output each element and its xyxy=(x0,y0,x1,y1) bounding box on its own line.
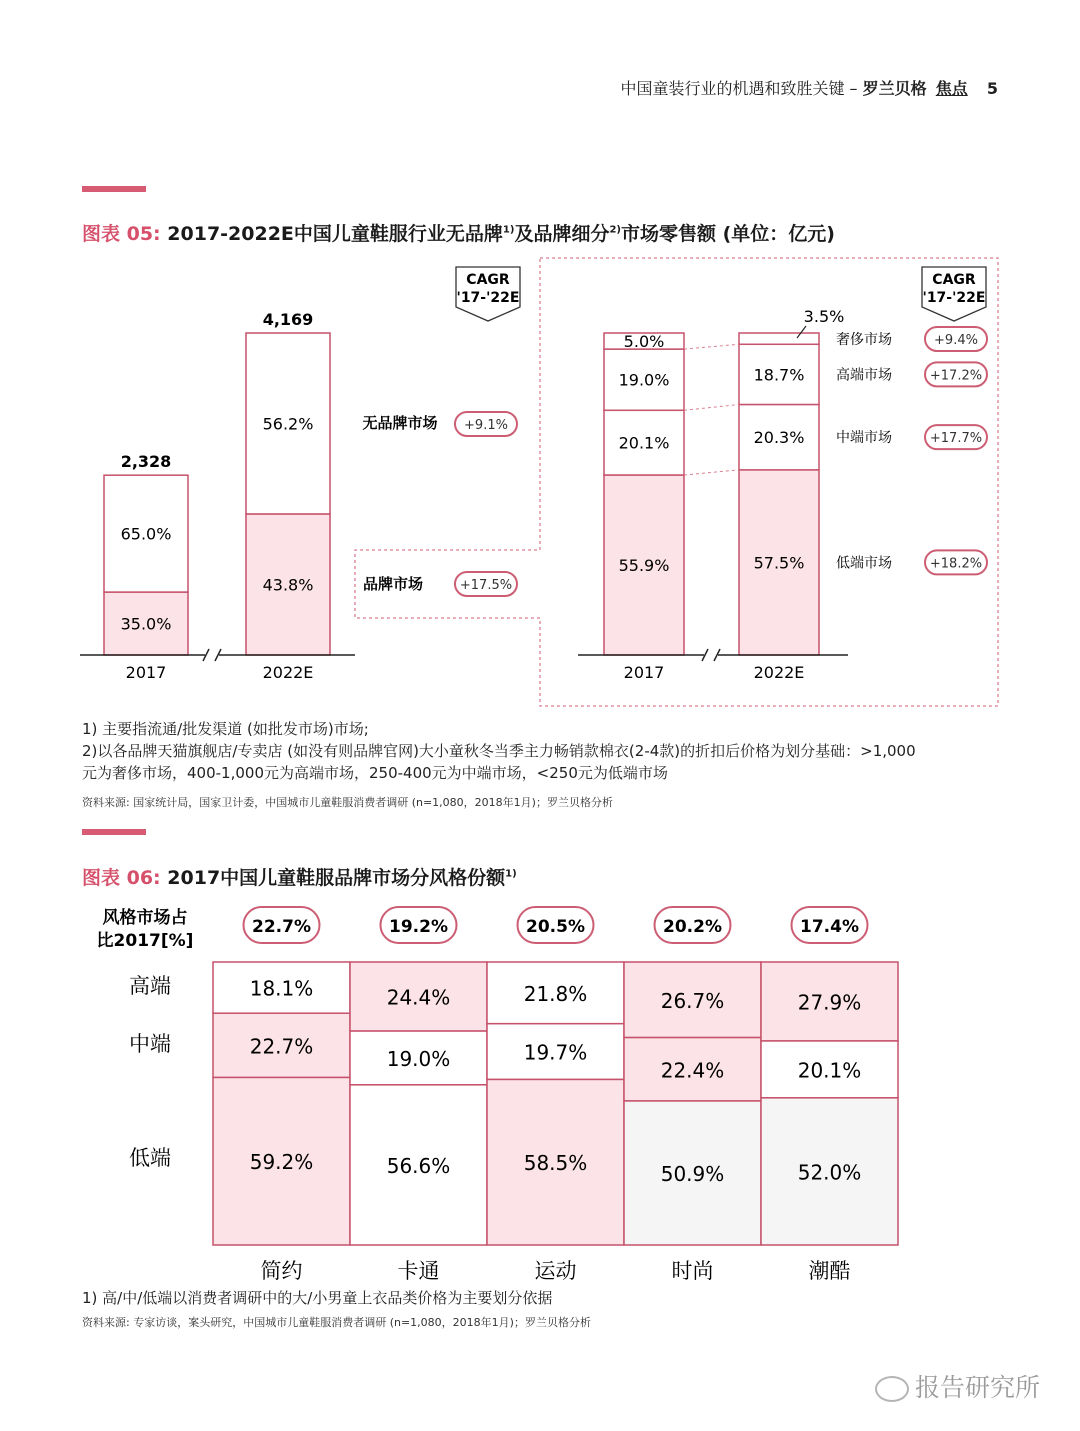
figure05-title-c: 市场零售额 (单位：亿元) xyxy=(621,223,835,245)
mekko-share-header-line1: 风格市场占 xyxy=(102,908,188,928)
right-bar-0-seg-0-label: 55.9% xyxy=(618,556,670,576)
mekko-col-1-cell-1-label: 19.0% xyxy=(386,1046,451,1071)
right-cagr-0 xyxy=(925,550,987,574)
left-cagr-branded-label: +17.5% xyxy=(459,578,513,593)
header-brand: 罗兰贝格 xyxy=(862,79,927,98)
mekko-xtick-1: 卡通 xyxy=(397,1259,440,1283)
figure05-note-1: 1) 主要指流通/批发渠道 (如批发市场)市场; xyxy=(82,720,369,738)
mekko-share-1-label: 19.2% xyxy=(389,917,448,937)
right-bar-0-seg-3-label: 5.0% xyxy=(623,332,665,352)
wechat-icon xyxy=(875,1376,909,1402)
left-cagr-header-line1: CAGR xyxy=(466,272,510,288)
header-focus: 焦点 xyxy=(935,79,968,98)
left-cagr-unbranded xyxy=(455,412,517,436)
watermark-text: 报告研究所 xyxy=(914,1373,1040,1402)
mekko-xtick-0: 简约 xyxy=(260,1259,303,1283)
mekko-col-0-cell-2-label: 59.2% xyxy=(249,1150,314,1175)
mekko-col-2-cell-0-label: 21.8% xyxy=(523,981,588,1006)
left-bar-0-seg-1-label: 65.0% xyxy=(120,524,172,544)
mekko-row-label-2: 低端 xyxy=(129,1146,171,1170)
watermark xyxy=(875,1368,1040,1404)
right-xtick-0: 2017 xyxy=(623,663,665,682)
mekko-col-3-cell-0-label: 26.7% xyxy=(660,988,725,1013)
mekko-col-0-cell-0-label: 18.1% xyxy=(249,976,314,1001)
right-cagr-1-label: +17.7% xyxy=(929,431,983,447)
right-connector-1 xyxy=(684,404,739,410)
header-separator: – xyxy=(849,79,858,98)
left-xtick-0: 2017 xyxy=(125,663,167,682)
left-cagr-header xyxy=(456,267,520,321)
figure06-note-1: 1) 高/中/低端以消费者调研中的大/小男童上衣品类价格为主要划分依据 xyxy=(82,1289,553,1307)
left-bar-0-seg-0-label: 35.0% xyxy=(120,614,172,634)
mekko-col-4-cell-0-label: 27.9% xyxy=(797,990,862,1015)
mekko-col-0-cell-1-label: 22.7% xyxy=(249,1034,314,1059)
right-cagr-0-label: +18.2% xyxy=(929,556,983,572)
mekko-xtick-4: 潮酷 xyxy=(808,1259,851,1283)
mekko-col-2-cell-2-label: 58.5% xyxy=(523,1151,588,1176)
left-bar-0-total: 2,328 xyxy=(120,452,172,472)
figure05-title-b: 及品牌细分 xyxy=(514,223,610,245)
figure06-title-text: 2017中国儿童鞋服品牌市场分风格份额 xyxy=(167,867,506,889)
mekko-col-1-cell-0-label: 24.4% xyxy=(386,985,451,1010)
mekko-share-3-label: 20.2% xyxy=(663,917,722,937)
right-connector-2 xyxy=(684,344,739,349)
header-title: 中国童装行业的机遇和致胜关键 xyxy=(620,79,845,98)
right-series-label-3: 奢侈市场 xyxy=(836,332,892,348)
left-bar-1-seg-1-label: 56.2% xyxy=(262,414,314,434)
mekko-row-label-0: 高端 xyxy=(129,974,171,998)
figure06-source: 资料来源: 专家访谈，案头研究，中国城市儿童鞋服消费者调研 (n=1,080，2018年1月)；罗兰贝格分析 xyxy=(82,1316,591,1329)
right-bar-1-seg-3 xyxy=(739,333,819,344)
figure06-accent-rule xyxy=(82,829,146,835)
figure05-source: 资料来源: 国家统计局，国家卫计委，中国城市儿童鞋服消费者调研 (n=1,080，2018年1月)；罗兰贝格分析 xyxy=(82,796,613,809)
right-cagr-3-label: +9.4% xyxy=(934,333,978,348)
figure06-chart xyxy=(0,895,1080,1290)
figure05-accent-rule xyxy=(82,186,146,192)
mekko-row-label-1: 中端 xyxy=(129,1032,171,1056)
figure05-chart xyxy=(0,250,1080,720)
mekko-col-1-cell-2-label: 56.6% xyxy=(386,1153,451,1178)
mekko-share-0-label: 22.7% xyxy=(252,917,311,937)
left-series-label-branded: 品牌市场 xyxy=(362,575,424,593)
mekko-col-3-cell-2-label: 50.9% xyxy=(660,1161,725,1186)
left-bar-1-total: 4,169 xyxy=(262,310,314,329)
right-bar-1-seg-2-label: 18.7% xyxy=(753,365,805,385)
right-cagr-3 xyxy=(925,327,987,351)
figure05-note-3: 元为奢侈市场，400-1,000元为高端市场，250-400元为中端市场，<250元为低端市场 xyxy=(82,764,668,782)
page-header xyxy=(620,76,998,99)
figure05-title xyxy=(82,219,835,246)
left-bar-1-seg-0-label: 43.8% xyxy=(262,575,314,595)
right-cagr-2-label: +17.2% xyxy=(929,368,983,384)
left-cagr-branded xyxy=(455,572,517,596)
right-bar-1-luxury-label: 3.5% xyxy=(803,307,845,326)
mekko-share-header-line2: 比2017[%] xyxy=(96,931,194,951)
figure05-notes xyxy=(82,718,916,784)
right-bar-0-seg-2-label: 19.0% xyxy=(618,370,670,390)
figure06-number: 图表 06: xyxy=(82,867,161,889)
figure05-number: 图表 05: xyxy=(82,223,161,245)
mekko-xtick-3: 时尚 xyxy=(671,1259,714,1283)
right-series-label-1: 中端市场 xyxy=(836,430,892,447)
mekko-col-4-cell-1-label: 20.1% xyxy=(797,1058,862,1083)
mekko-col-3-cell-1-label: 22.4% xyxy=(660,1058,725,1083)
right-cagr-1 xyxy=(925,425,987,449)
figure05-sup2: 2) xyxy=(609,224,621,236)
left-xtick-1: 2022E xyxy=(262,663,314,682)
mekko-col-4-cell-2-label: 52.0% xyxy=(797,1160,862,1185)
left-series-label-unbranded: 无品牌市场 xyxy=(362,414,438,432)
right-connector-0 xyxy=(684,470,739,475)
right-axis-break xyxy=(702,649,720,661)
right-series-label-0: 低端市场 xyxy=(836,555,892,572)
right-xtick-1: 2022E xyxy=(753,663,805,682)
figure05-title-a: 2017-2022E中国儿童鞋服行业无品牌 xyxy=(167,223,503,245)
page-number: 5 xyxy=(986,79,998,98)
right-bar-1-seg-1-label: 20.3% xyxy=(753,428,805,448)
figure06-sup: 1) xyxy=(505,868,517,880)
mekko-col-2-cell-1-label: 19.7% xyxy=(523,1040,588,1065)
left-cagr-unbranded-label: +9.1% xyxy=(464,418,508,433)
mekko-share-4-label: 17.4% xyxy=(800,917,859,937)
left-axis-break xyxy=(203,649,221,661)
right-cagr-2 xyxy=(925,362,987,386)
right-cagr-header-line1: CAGR xyxy=(932,272,976,288)
figure06-title xyxy=(82,863,517,890)
right-cagr-header-line2: '17-'22E xyxy=(922,290,986,306)
left-cagr-header-line2: '17-'22E xyxy=(456,290,520,306)
figure05-note-2: 2)以各品牌天猫旗舰店/专卖店 (如没有则品牌官网)大小童秋冬当季主力畅销款棉衣(2-4款)的折扣后价格为划分基础：>1,000 xyxy=(82,742,916,760)
figure05-sup1: 1) xyxy=(502,224,515,236)
mekko-share-2-label: 20.5% xyxy=(526,917,585,937)
right-series-label-2: 高端市场 xyxy=(836,367,892,384)
figure06-notes xyxy=(82,1287,552,1309)
right-cagr-header xyxy=(922,267,986,321)
right-bar-0-seg-1-label: 20.1% xyxy=(618,433,670,453)
mekko-xtick-2: 运动 xyxy=(534,1259,577,1283)
right-bar-1-seg-0-label: 57.5% xyxy=(753,553,805,573)
